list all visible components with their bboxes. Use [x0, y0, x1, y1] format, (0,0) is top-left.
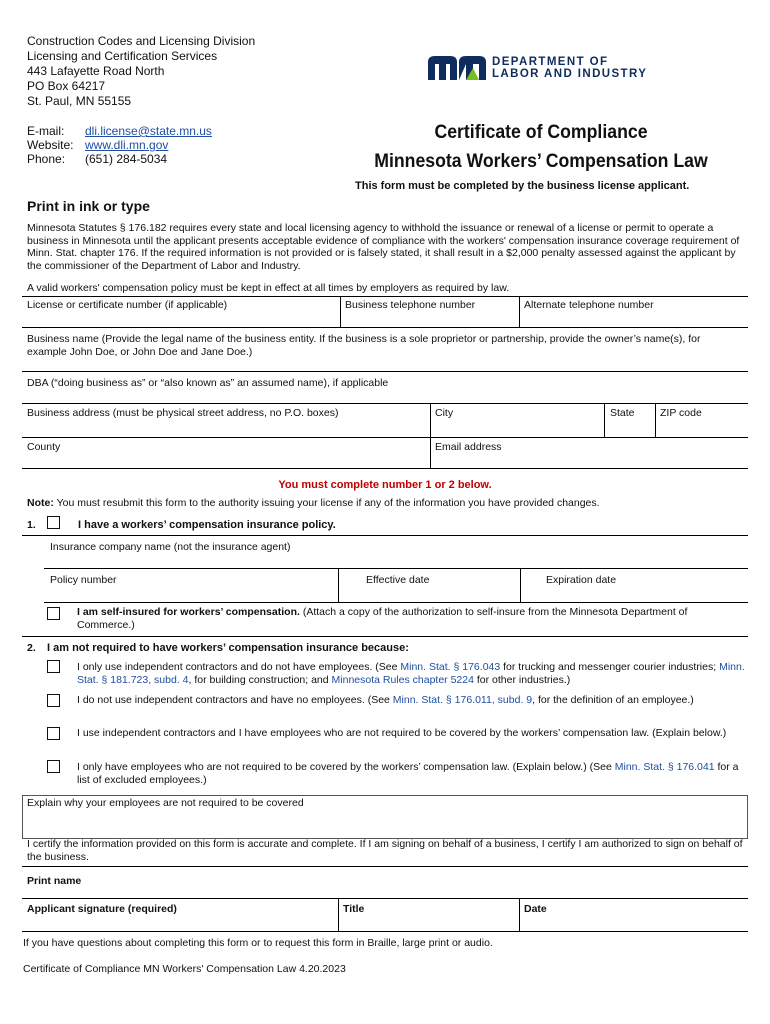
dli-logo	[428, 56, 647, 80]
statute-text: Minnesota Statutes § 176.182 requires every state and local licensing agency to withhold the issuance or renewal of a license or permit to operate a business in Minnesota until the applicant presents acceptable evidence of compliance with the workers' compensation insurance coverage requirement of Minn. Stat. chapter 176. If the required information is not provided or is falsely stated, it shall result in a $2,000 penalty assessed against the applicant by the commissioner of the Department of Labor and Industry.	[27, 222, 740, 272]
option-2d-label: I only have employees who are not required to be covered by the workers’ compensation law. (Explain below.) (See Minn. Stat. § 176.041 for a list of excluded employees.)	[77, 761, 739, 786]
option-1-label: I have a workers’ compensation insurance policy.	[78, 519, 336, 531]
insurance-company-field[interactable]: Insurance company name (not the insurance agent)	[50, 541, 291, 553]
dba-field[interactable]: DBA (“doing business as” or “also known as” an assumed name), if applicable	[27, 377, 389, 389]
statute-link[interactable]: Minn. Stat. § 181.723, subd. 4	[77, 661, 745, 686]
option-2-number: 2.	[27, 642, 36, 654]
form-footer: Certificate of Compliance MN Workers' Compensation Law 4.20.2023	[23, 963, 346, 975]
option-2c-checkbox[interactable]	[47, 727, 60, 740]
website-label: Website:	[27, 138, 74, 152]
option-2c-label: I use independent contractors and I have employees who are not required to be covered by the workers’ compensation law. (Explain below.)	[77, 727, 727, 739]
email-link[interactable]: dli.license@state.mn.us	[85, 124, 212, 138]
mn-logo-icon	[428, 56, 486, 80]
option-1-number: 1.	[27, 519, 36, 531]
option-2a-label: I only use independent contractors and do not have employees. (See Minn. Stat. § 176.043 for trucking and messenger courier industries; Minn. Stat. § 181.723, subd. 4, for building construction; and Minnesota Rules chapter 5224 for other industries.)	[77, 661, 745, 686]
option-2b-label: I do not use independent contractors and have no employees. (See Minn. Stat. § 176.011, subd. 9, for the definition of an employee.)	[77, 694, 694, 706]
address-line: St. Paul, MN 55155	[27, 94, 132, 108]
website-link[interactable]: www.dli.mn.gov	[85, 138, 169, 152]
statute-link[interactable]: Minn. Stat. § 176.011, subd. 9	[392, 694, 533, 706]
questions-text: If you have questions about completing this form or to request this form in Braille, large print or audio.	[23, 937, 493, 949]
form-instruction: This form must be completed by the business license applicant.	[355, 180, 690, 192]
state-field[interactable]: State	[610, 407, 635, 419]
statute-link[interactable]: Minn. Stat. § 176.041	[614, 761, 715, 773]
address-line: Licensing and Certification Services	[27, 49, 218, 63]
title-field[interactable]: Title	[343, 903, 365, 915]
date-field[interactable]: Date	[524, 903, 547, 915]
self-insured-checkbox[interactable]	[47, 607, 60, 620]
address-line: Construction Codes and Licensing Division	[27, 34, 256, 48]
phone-label: Phone:	[27, 152, 66, 166]
resubmit-note: Note: You must resubmit this form to the authority issuing your license if any of the information you have provided changes.	[27, 497, 600, 509]
statute-link[interactable]: Minn. Stat. § 176.043	[400, 661, 501, 673]
rules-link[interactable]: Minnesota Rules chapter 5224	[331, 673, 474, 686]
logo-text-line1: DEPARTMENT OF	[492, 56, 609, 68]
option-1-checkbox[interactable]	[47, 516, 60, 529]
license-number-field[interactable]: License or certificate number (if applicable)	[27, 299, 228, 311]
policy-number-field[interactable]: Policy number	[50, 574, 117, 586]
form-title: Certificate of Compliance	[434, 122, 648, 143]
must-complete-notice: You must complete number 1 or 2 below.	[278, 479, 492, 491]
policy-note: A valid workers' compensation policy must be kept in effect at all times by employers as required by law.	[27, 282, 510, 294]
address-line: PO Box 64217	[27, 79, 106, 93]
contact-info	[27, 124, 212, 166]
effective-date-field[interactable]: Effective date	[366, 574, 430, 586]
print-name-field[interactable]: Print name	[27, 875, 82, 887]
form-subtitle: Minnesota Workers’ Compensation Law	[374, 151, 708, 172]
zip-field[interactable]: ZIP code	[660, 407, 702, 419]
explain-label: Explain why your employees are not required to be covered	[27, 797, 304, 809]
logo-text-line2: LABOR AND INDUSTRY	[492, 68, 648, 80]
print-heading: Print in ink or type	[27, 198, 150, 214]
self-insured-label: I am self-insured for workers’ compensation. (Attach a copy of the authorization to self-insure from the Minnesota Department of Commerce.)	[77, 606, 688, 631]
alt-phone-field[interactable]: Alternate telephone number	[524, 299, 654, 311]
certification-text: I certify the information provided on this form is accurate and complete. If I am signing on behalf of a business, I certify I am authorized to sign on behalf of the business.	[27, 838, 743, 863]
address-line: 443 Lafayette Road North	[27, 64, 165, 78]
option-2-label: I am not required to have workers’ compensation insurance because:	[47, 642, 409, 654]
option-2d-checkbox[interactable]	[47, 760, 60, 773]
county-field[interactable]: County	[27, 441, 61, 453]
email-label: E-mail:	[27, 124, 65, 138]
agency-address	[27, 34, 255, 109]
expiration-date-field[interactable]: Expiration date	[546, 574, 617, 586]
business-address-field[interactable]: Business address (must be physical street address, no P.O. boxes)	[27, 407, 339, 419]
option-2b-checkbox[interactable]	[47, 694, 60, 707]
business-phone-field[interactable]: Business telephone number	[345, 299, 476, 311]
signature-field[interactable]: Applicant signature (required)	[27, 903, 177, 915]
option-2a-checkbox[interactable]	[47, 660, 60, 673]
business-name-field[interactable]: Business name (Provide the legal name of the business entity. If the business is a sole proprietor or partnership, provide the owner’s name(s), for example John Doe, or John Doe and Jane Doe.)	[27, 333, 701, 358]
email-address-field[interactable]: Email address	[435, 441, 502, 453]
city-field[interactable]: City	[435, 407, 454, 419]
phone-number: (651) 284-5034	[85, 152, 168, 166]
